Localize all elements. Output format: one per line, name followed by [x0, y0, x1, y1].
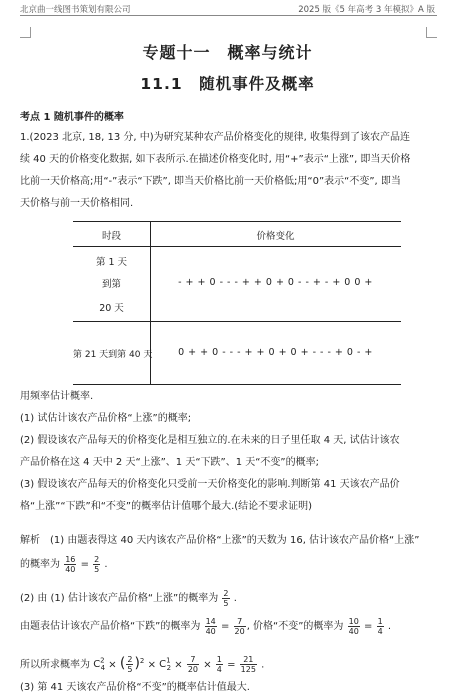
table-row-rule [73, 321, 401, 322]
times-sign: × [108, 659, 117, 671]
numerator: 16 [65, 554, 76, 564]
exponent: 2 [139, 657, 145, 665]
fraction [234, 617, 246, 636]
section-title: 11.1 随机事件及概率 [140, 75, 315, 93]
denominator: 5 [94, 564, 100, 574]
denominator: 40 [205, 626, 216, 636]
paren-open: ( [119, 655, 126, 672]
fraction [64, 555, 76, 574]
numerator: 7 [234, 617, 246, 627]
table-bottom-rule [73, 384, 401, 385]
crop-mark-left [20, 27, 31, 38]
period: . [233, 593, 237, 604]
denominator: 4 [216, 664, 222, 674]
table-header-change: 价格变化 [256, 231, 295, 242]
equals-sign: = [227, 659, 236, 671]
numerator: 10 [348, 616, 359, 626]
equals-sign: = [220, 621, 230, 632]
problem-line: 续 40 天的价格变化数据, 如下表所示.在描述价格变化时, 用“+”表示“上涨”, 即当天价格 [20, 154, 411, 165]
fraction [216, 655, 223, 674]
fraction [348, 617, 360, 636]
price-change-table [73, 221, 401, 385]
question-intro: 用频率估计概率. [20, 391, 94, 402]
solution-text: (3) 第 41 天该农产品价格“不变”的概率估计值最大. [20, 682, 250, 693]
denominator: 40 [348, 626, 359, 636]
solution-line-2 [20, 552, 445, 578]
solution-line-1 [20, 530, 445, 552]
topic-heading: 考点 1 随机事件的概率 [20, 112, 124, 123]
fraction [222, 589, 229, 608]
header-rule [20, 15, 437, 16]
table-row1-label: 到第 [101, 279, 121, 290]
problem-statement [20, 127, 445, 215]
period: . [387, 621, 392, 632]
table-row1-values: - + + 0 - - - + + 0 + 0 - - + - + 0 0 + [178, 277, 373, 288]
denominator: 4 [377, 626, 383, 636]
table-column-rule [150, 221, 151, 385]
combination-sub: 2 [166, 664, 172, 673]
solution-line-4 [20, 614, 445, 640]
combination-sup: 1 [166, 657, 171, 665]
header-publisher: 北京曲一线图书策划有限公司 [20, 5, 131, 15]
solution-text: , 价格“不变”的概率为 [246, 621, 344, 632]
questions [20, 386, 445, 518]
denominator: 125 [240, 664, 256, 674]
denominator: 5 [127, 664, 133, 674]
numerator: 2 [127, 654, 133, 664]
solution-line-3 [20, 586, 445, 612]
question-3: (3) 假设该农产品每天的价格变化只受前一天价格变化的影响.判断第 41 天该农产品价 [20, 479, 400, 490]
table-row1-label: 第 1 天 [95, 257, 128, 268]
combination-sup: 2 [100, 657, 105, 665]
combination-symbol: C [93, 659, 101, 671]
numerator: 21 [240, 655, 257, 665]
fraction [93, 555, 100, 574]
table-header-period: 时段 [101, 231, 121, 242]
header-edition: 2025 版《5 年高考 3 年模拟》A 版 [298, 5, 435, 15]
denominator: 40 [65, 564, 76, 574]
numerator: 1 [377, 616, 383, 626]
solution-line-6 [20, 677, 445, 699]
times-sign: × [174, 659, 183, 671]
numerator: 2 [223, 588, 229, 598]
period: . [104, 559, 108, 570]
combination [159, 657, 172, 673]
crop-mark-right [426, 27, 437, 38]
denominator: 20 [187, 664, 199, 674]
question-3: 格“上涨”“下跌”和“不变”的概率估计值哪个最大.(结论不要求证明) [20, 501, 313, 512]
denominator: 5 [223, 598, 229, 608]
paren-close: ) [134, 655, 140, 672]
table-row2-label: 第 21 天到第 40 天 [73, 350, 153, 360]
numerator: 7 [187, 655, 199, 665]
equals-sign: = [80, 559, 89, 570]
fraction [126, 655, 133, 674]
question-2: 产品价格在这 4 天中 2 天“上涨”、1 天“下跌”、1 天“不变”的概率; [20, 457, 319, 468]
combination-sub: 4 [100, 664, 106, 673]
chapter-title: 专题十一 概率与统计 [142, 43, 313, 62]
table-row2-values: 0 + + 0 - - - + + 0 + 0 + - - - + 0 - + [178, 347, 373, 358]
times-sign: × [203, 659, 212, 671]
fraction [377, 617, 384, 636]
problem-line: 1.(2023 北京, 18, 13 分, 中)为研究某种农产品价格变化的规律, 收集得到了该农产品连 [20, 132, 411, 143]
numerator: 14 [205, 616, 216, 626]
numerator: 2 [94, 554, 100, 564]
period: . [261, 659, 265, 671]
fraction [240, 655, 257, 674]
question-2: (2) 假设该农产品每天的价格变化是相互独立的.在未来的日子里任取 4 天, 试估计该农 [20, 435, 400, 446]
numerator: 1 [216, 654, 222, 664]
solution-text: 由题表估计该农产品价格“下跌”的概率为 [20, 621, 201, 632]
page-header [0, 0, 455, 17]
question-1: (1) 试估计该农产品价格“上涨”的概率; [20, 413, 192, 424]
problem-line: 天价格与前一天价格相同. [20, 198, 134, 209]
table-header-rule [73, 246, 401, 247]
table-top-rule [73, 221, 401, 222]
equals-sign: = [363, 621, 373, 632]
solution-text: 所以所求概率为 [20, 659, 90, 671]
fraction [205, 617, 217, 636]
times-sign: × [147, 659, 156, 671]
solution-text: 解析 (1) 由题表得这 40 天内该农产品价格“上涨”的天数为 16, 估计该农产品价格“上涨” [20, 535, 420, 546]
denominator: 20 [234, 626, 245, 636]
combination-symbol: C [159, 659, 167, 671]
table-row1-label: 20 天 [99, 303, 124, 314]
solution-text: (2) 由 (1) 估计该农产品价格“上涨”的概率为 [20, 593, 219, 604]
problem-line: 比前一天价格高;用“-”表示“下跌”, 即当天价格比前一天价格低;用“0”表示“不变”, 即当 [20, 176, 401, 187]
fraction [187, 655, 199, 674]
solution-text: 的概率为 [20, 559, 60, 570]
combination [93, 657, 106, 673]
